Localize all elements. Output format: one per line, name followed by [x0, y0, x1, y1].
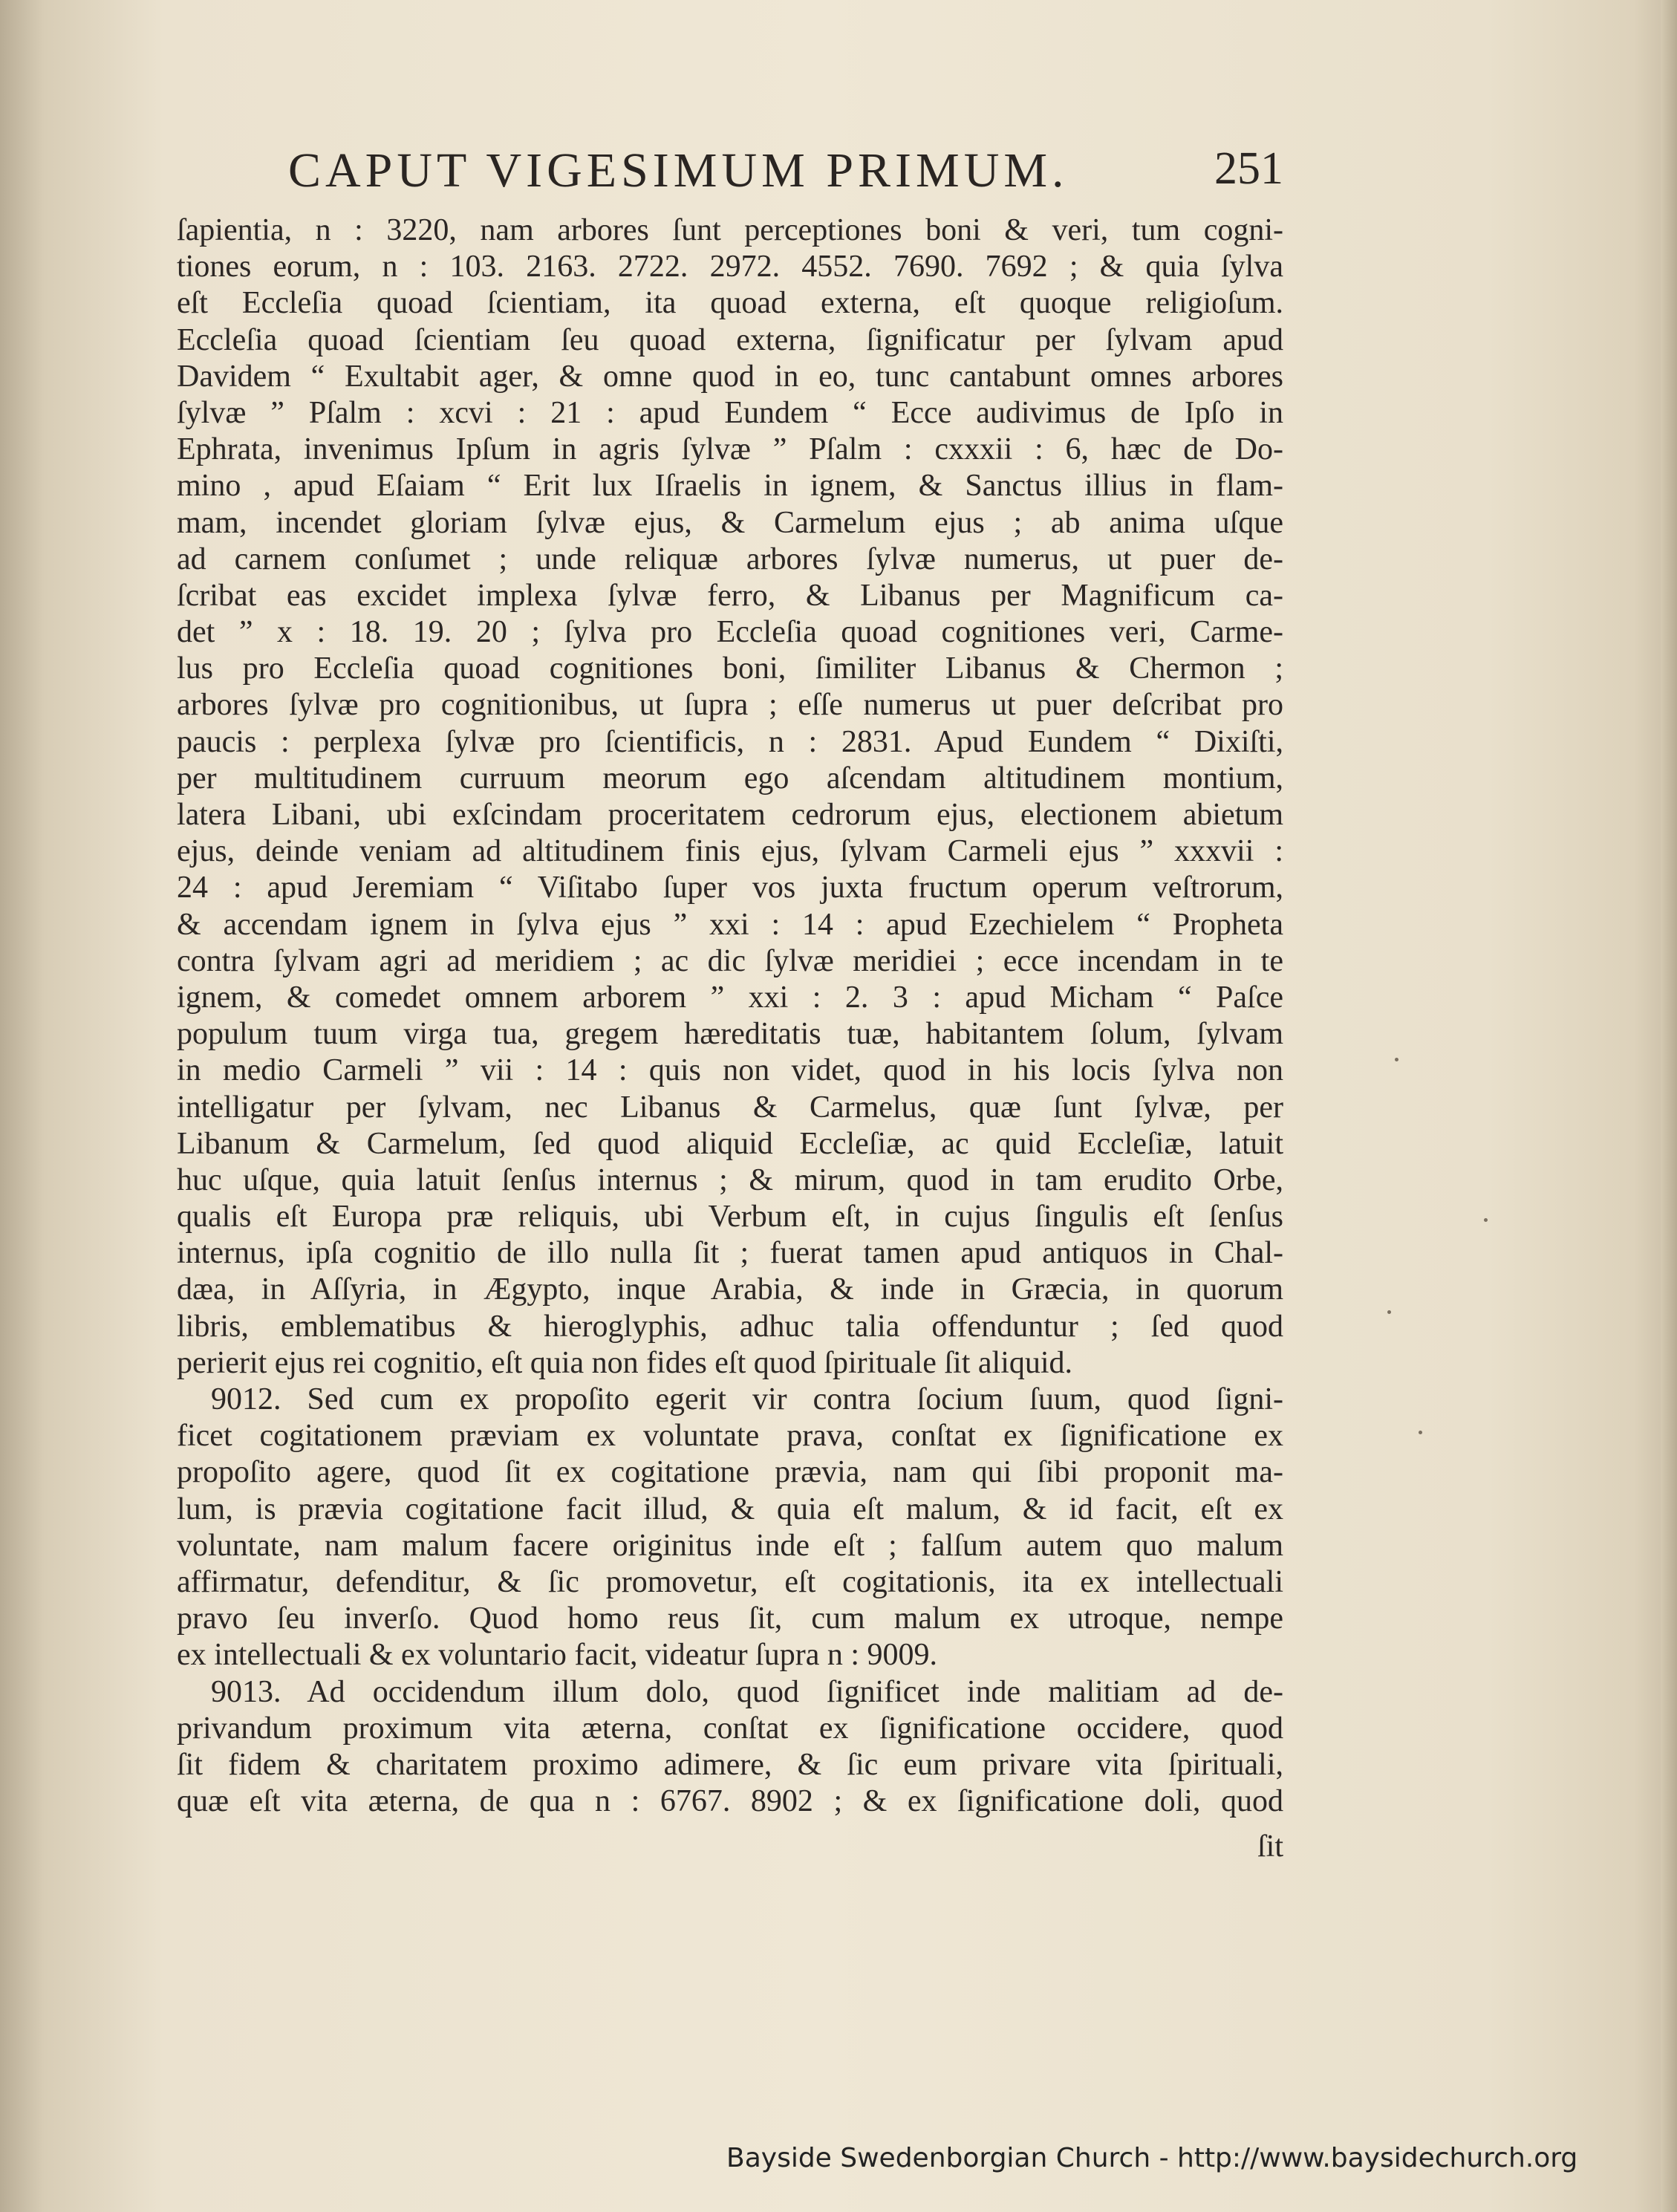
watermark-credit: Bayside Swedenborgian Church - http://www.baysidechurch.org [726, 2143, 1578, 2173]
text-line: huc uſque, quia latuit ſenſus internus ; & mirum, quod in tam erudito Orbe, [177, 1162, 1283, 1197]
paper-speck [1484, 1218, 1488, 1222]
text-line: contra ſylvam agri ad meridiem ; ac dic ſylvæ meridiei ; ecce incendam in te [177, 943, 1283, 978]
page-number: 251 [1214, 143, 1283, 194]
text-line: pravo ſeu inverſo. Quod homo reus ſit, cum malum ex utroque, nempe [177, 1601, 1283, 1636]
text-line: Eccleſia quoad ſcientiam ſeu quoad externa, ſignificatur per ſylvam apud [177, 322, 1283, 357]
text-line: ignem, & comedet omnem arborem ” xxi : 2. 3 : apud Micham “ Paſce [177, 980, 1283, 1015]
text-line: affirmatur, defenditur, & ſic promovetur, eſt cogitationis, ita ex intellectuali [177, 1564, 1283, 1599]
paper-speck [1419, 1431, 1422, 1434]
text-line: ficet cogitationem præviam ex voluntate prava, conſtat ex ſignificatione ex [177, 1419, 1283, 1454]
body-text [177, 212, 1283, 1820]
text-line: ſapientia, n : 3220, nam arbores ſunt perceptiones boni & veri, tum cogni- [177, 213, 1283, 247]
text-line: per multitudinem curruum meorum ego aſcendam altitudinem montium, [177, 761, 1283, 796]
text-line: paucis : perplexa ſylvæ pro ſcientificis, n : 2831. Apud Eundem “ Dixiſti, [177, 724, 1283, 759]
text-line: populum tuum virga tua, gregem hæreditatis tuæ, habitantem ſolum, ſylvam [177, 1017, 1283, 1052]
text-line: dæa, in Aſſyria, in Ægypto, inque Arabia, & inde in Græcia, in quorum [177, 1272, 1283, 1307]
text-line: eſt Eccleſia quoad ſcientiam, ita quoad externa, eſt quoque religioſum. [177, 286, 1283, 321]
text-line: quæ eſt vita æterna, de qua n : 6767. 8902 ; & ex ſignificatione doli, quod [177, 1784, 1283, 1819]
text-line: intelligatur per ſylvam, nec Libanus & Carmelus, quæ ſunt ſylvæ, per [177, 1090, 1283, 1125]
text-line: ſylvæ ” Pſalm : xcvi : 21 : apud Eundem “ Ecce audivimus de Ipſo in [177, 395, 1283, 430]
paper-speck [1387, 1310, 1391, 1314]
page-edge [1661, 0, 1677, 2212]
text-line: ad carnem conſumet ; unde reliquæ arbores ſylvæ numerus, ut puer de- [177, 541, 1283, 576]
text-line: ſit fidem & charitatem proximo adimere, & ſic eum privare vita ſpirituali, [177, 1747, 1283, 1782]
text-line: latera Libani, ubi exſcindam proceritatem cedrorum ejus, electionem abietum [177, 798, 1283, 832]
text-line: Libanum & Carmelum, ſed quod aliquid Eccleſiæ, ac quid Eccleſiæ, latuit [177, 1126, 1283, 1161]
text-line: libris, emblematibus & hieroglyphis, adhuc talia offenduntur ; ſed quod [177, 1309, 1283, 1344]
text-line: perierit ejus rei cognitio, eſt quia non fides eſt quod ſpirituale ſit aliquid. [177, 1345, 1073, 1380]
text-line: in medio Carmeli ” vii : 14 : quis non videt, quod in his locis ſylva non [177, 1053, 1283, 1088]
text-line: det ” x : 18. 19. 20 ; ſylva pro Eccleſia quoad cognitiones veri, Carme- [177, 615, 1283, 650]
text-line: lum, is prævia cogitatione facit illud, & quia eſt malum, & id facit, eſt ex [177, 1492, 1283, 1526]
text-line: tiones eorum, n : 103. 2163. 2722. 2972. 4552. 7690. 7692 ; & quia ſylva [177, 250, 1283, 284]
text-line: voluntate, nam malum facere originitus inde eſt ; falſum autem quo malum [177, 1528, 1283, 1563]
text-line: mam, incendet gloriam ſylvæ ejus, & Carmelum ejus ; ab anima uſque [177, 505, 1283, 540]
text-line: propoſito agere, quod ſit ex cogitatione prævia, nam qui ſibi proponit ma- [177, 1455, 1283, 1490]
text-line: lus pro Eccleſia quoad cognitiones boni, ſimiliter Libanus & Chermon ; [177, 651, 1283, 686]
text-line: mino , apud Eſaiam “ Erit lux Iſraelis in ignem, & Sanctus illius in flam- [177, 469, 1283, 504]
text-line: privandum proximum vita æterna, conſtat ex ſignificatione occidere, quod [177, 1711, 1283, 1746]
text-line: & accendam ignem in ſylva ejus ” xxi : 14 : apud Ezechielem “ Propheta [177, 907, 1283, 942]
catchword: ſit [1257, 1829, 1283, 1864]
text-line: qualis eſt Europa præ reliquis, ubi Verbum eſt, in cujus ſingulis eſt ſenſus [177, 1200, 1283, 1235]
paragraph-start-9012: 9012. Sed cum ex propoſito egerit vir contra ſocium ſuum, quod ſigni- [211, 1382, 1283, 1416]
paper-speck [1395, 1058, 1398, 1061]
text-line: ſcribat eas excidet implexa ſylvæ ferro, & Libanus per Magnificum ca- [177, 578, 1283, 613]
text-line: Davidem “ Exultabit ager, & omne quod in eo, tunc cantabunt omnes arbores [177, 359, 1283, 394]
running-title: CAPUT VIGESIMUM PRIMUM. [288, 143, 1069, 198]
text-line: arbores ſylvæ pro cognitionibus, ut ſupra ; eſſe numerus ut puer deſcribat pro [177, 688, 1283, 723]
page-header [288, 143, 1283, 209]
text-line: ejus, deinde veniam ad altitudinem finis ejus, ſylvam Carmeli ejus ” xxxvii : [177, 834, 1283, 869]
text-line: Ephrata, invenimus Ipſum in agris ſylvæ ” Pſalm : cxxxii : 6, hæc de Do- [177, 432, 1283, 467]
text-line: internus, ipſa cognitio de illo nulla ſit ; fuerat tamen apud antiquos in Chal- [177, 1236, 1283, 1271]
paragraph-start-9013: 9013. Ad occidendum illum dolo, quod ſignificet inde malitiam ad de- [211, 1674, 1283, 1709]
text-line: ex intellectuali & ex voluntario facit, videatur ſupra n : 9009. [177, 1638, 938, 1673]
text-line: 24 : apud Jeremiam “ Viſitabo ſuper vos juxta fructum operum veſtrorum, [177, 871, 1283, 905]
